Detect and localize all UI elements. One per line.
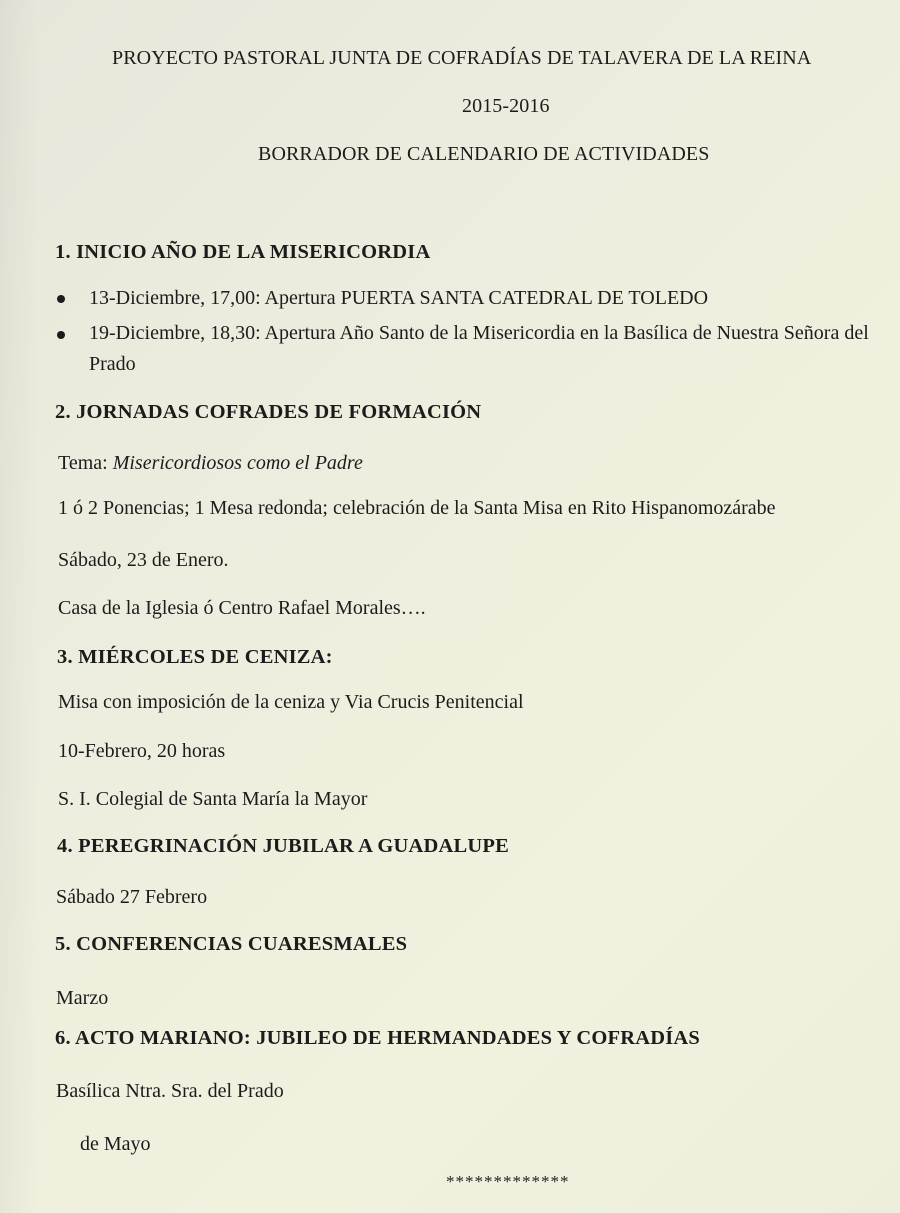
section-6-title: 6. ACTO MARIANO: JUBILEO DE HERMANDADES Y COFRADÍAS (55, 1027, 700, 1049)
section-1-bullet-2-continuation: Prado (89, 353, 136, 375)
section-6-line-2: de Mayo (80, 1133, 151, 1155)
section-4-title: 4. PEREGRINACIÓN JUBILAR A GUADALUPE (57, 835, 509, 857)
page-shadow (0, 0, 40, 1213)
document-years: 2015-2016 (462, 95, 550, 117)
section-5-line-1: Marzo (56, 987, 109, 1009)
bullet-icon (57, 331, 65, 339)
section-2-line-3: Casa de la Iglesia ó Centro Rafael Morales…. (58, 597, 426, 619)
document-title: PROYECTO PASTORAL JUNTA DE COFRADÍAS DE TALAVERA DE LA REINA (112, 47, 812, 69)
section-2-line-1: 1 ó 2 Ponencias; 1 Mesa redonda; celebración de la Santa Misa en Rito Hispanomozárabe (58, 497, 776, 519)
section-2-tema (58, 451, 363, 475)
tema-value: Misericordiosos como el Padre (112, 452, 363, 474)
tema-label: Tema: (58, 452, 113, 474)
section-4-line-1: Sábado 27 Febrero (56, 886, 208, 908)
section-1-bullet-1: 13-Diciembre, 17,00: Apertura PUERTA SANTA CATEDRAL DE TOLEDO (89, 287, 709, 309)
section-2-title: 2. JORNADAS COFRADES DE FORMACIÓN (55, 401, 482, 423)
section-6-line-1: Basílica Ntra. Sra. del Prado (56, 1080, 284, 1102)
section-1-title: 1. INICIO AÑO DE LA MISERICORDIA (55, 241, 431, 263)
section-3-line-3: S. I. Colegial de Santa María la Mayor (58, 788, 368, 810)
section-2-line-2: Sábado, 23 de Enero. (58, 549, 229, 571)
footer-stars: ************* (446, 1172, 570, 1191)
bullet-icon (57, 295, 65, 303)
section-3-line-1: Misa con imposición de la ceniza y Via Crucis Penitencial (58, 691, 524, 713)
section-1-bullet-2: 19-Diciembre, 18,30: Apertura Año Santo de la Misericordia en la Basílica de Nuestra Señora del (89, 322, 869, 344)
section-5-title: 5. CONFERENCIAS CUARESMALES (55, 933, 408, 955)
section-3-title: 3. MIÉRCOLES DE CENIZA: (57, 646, 333, 668)
document-subtitle: BORRADOR DE CALENDARIO DE ACTIVIDADES (258, 143, 710, 165)
section-3-line-2: 10-Febrero, 20 horas (58, 740, 226, 762)
